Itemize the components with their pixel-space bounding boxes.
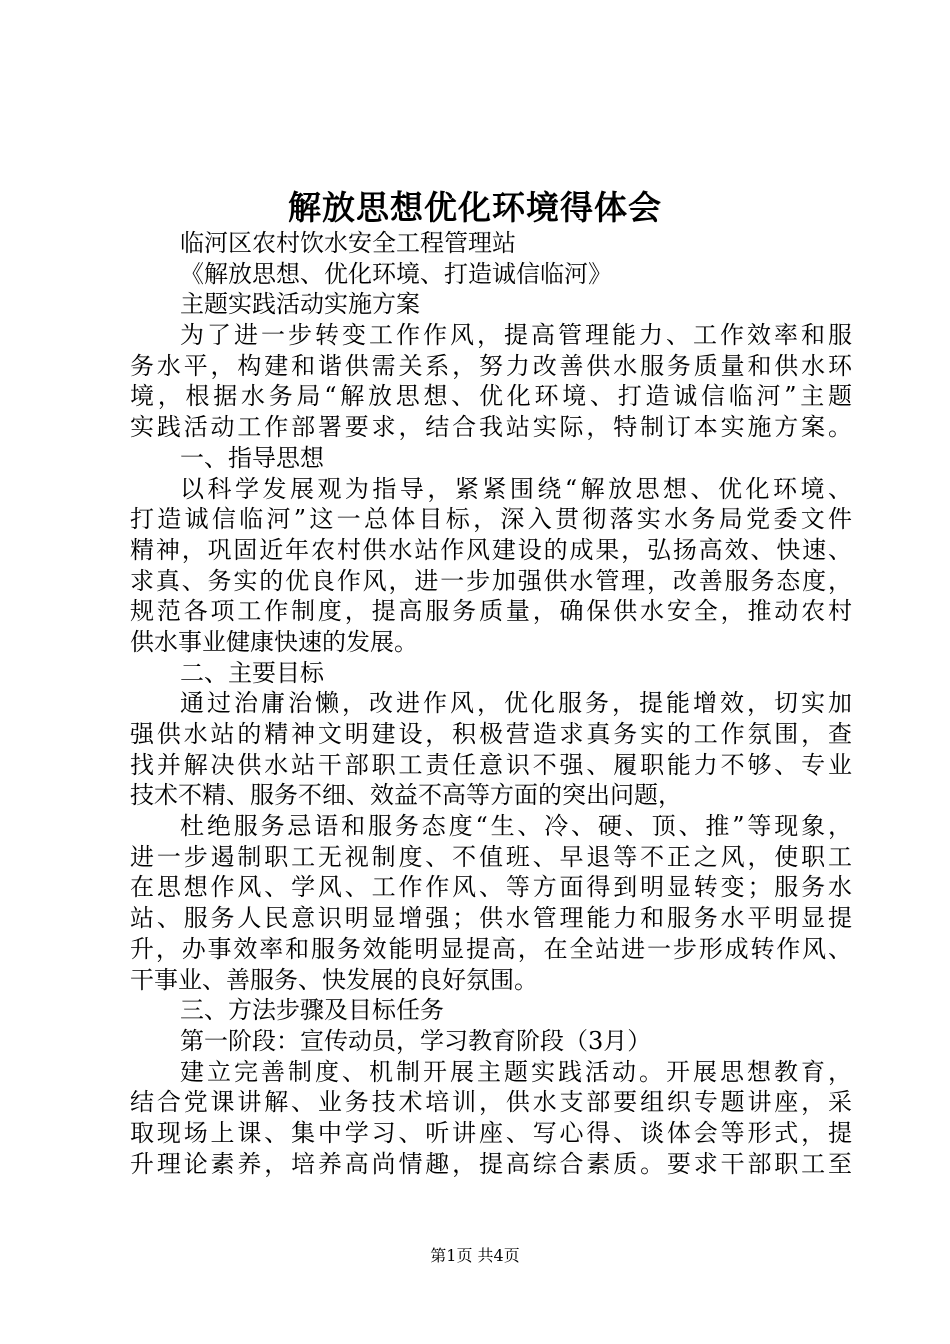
text-line: 二、主要目标 [180,658,324,687]
text-line: 建立完善制度、机制开展主题实践活动。开展思想教育， [180,1057,852,1086]
page-footer: 第1页 共4页 [430,1246,520,1265]
text-line: 站、服务人民意识明显增强；供水管理能力和服务水平明显提 [130,904,852,933]
text-line: 务水平，构建和谐供需关系，努力改善供水服务质量和供水环 [130,351,852,380]
text-line: 三、方法步骤及目标任务 [180,996,444,1025]
text-line: 取现场上课、集中学习、听讲座、写心得、谈体会等形式，提 [130,1118,852,1147]
text-line: 主题实践活动实施方案 [180,290,420,319]
text-line: 结合党课讲解、业务技术培训，供水支部要组织专题讲座，采 [130,1088,852,1117]
text-line: 规范各项工作制度，提高服务质量，确保供水安全，推动农村 [130,597,852,626]
text-line: 强供水站的精神文明建设，积极营造求真务实的工作氛围，查 [130,720,852,748]
text-line: 以科学发展观为指导，紧紧围绕“解放思想、优化环境、 [180,474,852,503]
text-line: 找并解决供水站干部职工责任意识不强、履职能力不够、专业 [130,750,852,779]
text-line: 进一步遏制职工无视制度、不值班、早退等不正之风，使职工 [130,842,852,871]
text-line: 临河区农村饮水安全工程管理站 [180,229,516,257]
text-line: 一、指导思想 [180,443,324,472]
text-line: 杜绝服务忌语和服务态度“生、冷、硬、顶、推”等现象， [180,812,852,841]
document-title: 解放思想优化环境得体会 [288,188,662,227]
text-line: 通过治庸治懒，改进作风，优化服务，提能增效，切实加 [180,689,852,718]
text-line: 《解放思想、优化环境、打造诚信临河》 [180,259,612,288]
text-line: 供水事业健康快速的发展。 [130,627,418,656]
text-line: 打造诚信临河”这一总体目标，深入贯彻落实水务局党委文件 [130,505,852,534]
text-line: 精神，巩固近年农村供水站作风建设的成果，弘扬高效、快速、 [130,535,852,564]
text-line: 求真、务实的优良作风，进一步加强供水管理，改善服务态度， [130,566,852,595]
document-body [130,228,852,1179]
text-line: 在思想作风、学风、工作作风、等方面得到明显转变；服务水 [130,873,852,902]
text-line: 干事业、善服务、快发展的良好氛围。 [130,965,538,994]
text-line: 实践活动工作部署要求，结合我站实际，特制订本实施方案。 [130,413,852,442]
text-line: 第一阶段：宣传动员，学习教育阶段（3月） [180,1026,652,1055]
text-line: 技术不精、服务不细、效益不高等方面的突出问题， [130,781,682,810]
text-line: 升，办事效率和服务效能明显提高，在全站进一步形成转作风、 [130,934,852,963]
text-line: 为了进一步转变工作作风，提高管理能力、工作效率和服 [180,321,852,350]
text-line: 境，根据水务局“解放思想、优化环境、打造诚信临河”主题 [130,382,852,411]
text-line: 升理论素养，培养高尚情趣，提高综合素质。要求干部职工至 [130,1149,852,1178]
